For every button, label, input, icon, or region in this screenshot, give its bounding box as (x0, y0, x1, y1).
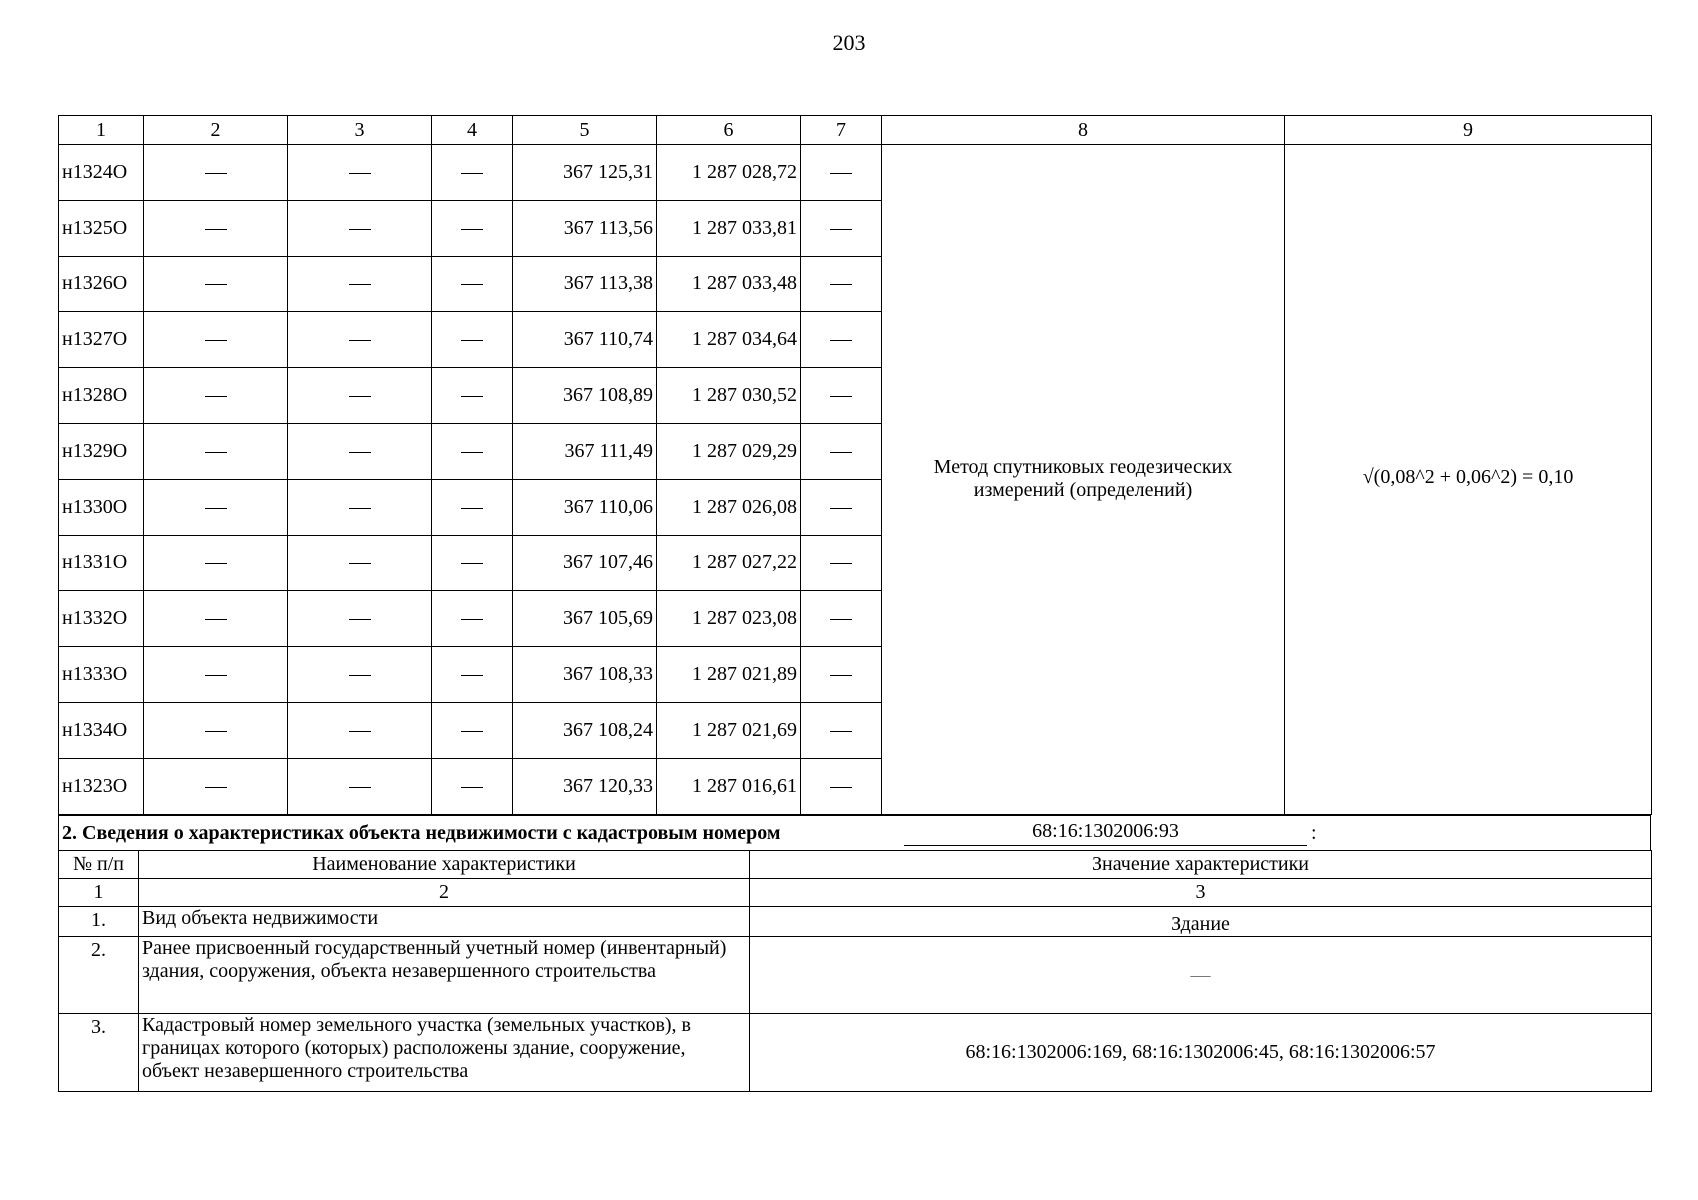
dash-mark (349, 396, 371, 397)
coordinate-x: 367 113,38 (513, 256, 657, 312)
empty-dash-cell (288, 535, 432, 591)
empty-dash-cell (288, 423, 432, 479)
dash-mark (830, 340, 852, 341)
empty-dash-cell (801, 145, 882, 201)
dash-mark (205, 619, 227, 620)
empty-dash-cell (288, 145, 432, 201)
coordinate-y: 1 287 029,29 (657, 423, 801, 479)
column-number: 1 (59, 879, 139, 907)
column-header: 2 (144, 116, 288, 145)
empty-dash-cell (288, 256, 432, 312)
point-id: н1328О (59, 368, 144, 424)
characteristics-column-numbers-row (59, 879, 1652, 907)
point-id: н1334О (59, 702, 144, 758)
coordinate-y: 1 287 021,89 (657, 647, 801, 703)
dash-mark (349, 787, 371, 788)
empty-dash-cell (432, 423, 513, 479)
characteristic-name: Кадастровый номер земельного участка (земельных участков), в границах которого (которых) расположены здание, сооружение, объект незавершенного строительства (139, 1014, 750, 1092)
empty-dash-cell (432, 312, 513, 368)
characteristic-row (59, 1014, 1652, 1092)
point-id: н1332О (59, 591, 144, 647)
characteristic-row (59, 907, 1652, 937)
dash-mark (830, 284, 852, 285)
dash-mark (205, 173, 227, 174)
page-number: 203 (832, 30, 866, 55)
empty-dash-cell (288, 368, 432, 424)
dash-mark (349, 731, 371, 732)
empty-dash-cell (801, 647, 882, 703)
empty-dash-cell (432, 591, 513, 647)
empty-dash-cell (432, 145, 513, 201)
column-header: 5 (513, 116, 657, 145)
column-header: 4 (432, 116, 513, 145)
coordinate-x: 367 108,24 (513, 702, 657, 758)
empty-dash-cell (432, 368, 513, 424)
row-number: 2. (59, 937, 139, 1014)
empty-dash-cell (801, 479, 882, 535)
coordinate-x: 367 125,31 (513, 145, 657, 201)
empty-dash-cell (801, 758, 882, 814)
dash-mark (830, 787, 852, 788)
empty-dash-cell (288, 479, 432, 535)
point-id: н1324О (59, 145, 144, 201)
empty-dash-cell (144, 591, 288, 647)
empty-dash-cell (801, 535, 882, 591)
coordinate-x: 367 110,74 (513, 312, 657, 368)
empty-dash-cell (801, 702, 882, 758)
section-2-heading-table (58, 815, 1651, 851)
coordinate-y: 1 287 021,69 (657, 702, 801, 758)
empty-dash-cell (432, 200, 513, 256)
dash-mark (205, 452, 227, 453)
point-id: н1323О (59, 758, 144, 814)
empty-dash-cell (432, 758, 513, 814)
dash-mark (205, 229, 227, 230)
dash-mark (461, 675, 483, 676)
characteristics-header-row (59, 851, 1652, 879)
dash-mark (349, 619, 371, 620)
empty-dash-cell (288, 647, 432, 703)
dash-mark (349, 229, 371, 230)
dash-mark (830, 229, 852, 230)
dash-mark (461, 340, 483, 341)
empty-dash-cell (288, 200, 432, 256)
dash-mark (830, 173, 852, 174)
dash-mark (349, 452, 371, 453)
point-id: н1333О (59, 647, 144, 703)
coordinate-x: 367 113,56 (513, 200, 657, 256)
dash-mark (461, 508, 483, 509)
empty-dash-cell (288, 312, 432, 368)
coordinate-x: 367 108,89 (513, 368, 657, 424)
point-id: н1325О (59, 200, 144, 256)
column-header: 9 (1285, 116, 1652, 145)
coordinate-row (59, 145, 1652, 201)
characteristic-name: Ранее присвоенный государственный учетный номер (инвентарный) здания, сооружения, объекта незавершенного строительства (139, 937, 750, 1014)
empty-dash-cell (144, 145, 288, 201)
point-id: н1331О (59, 535, 144, 591)
characteristic-value: — (750, 937, 1652, 1014)
column-header: 3 (288, 116, 432, 145)
coordinate-y: 1 287 026,08 (657, 479, 801, 535)
empty-dash-cell (801, 200, 882, 256)
empty-dash-cell (288, 591, 432, 647)
title-colon: : (1311, 821, 1317, 844)
coordinates-table (58, 115, 1652, 815)
empty-dash-cell (144, 423, 288, 479)
empty-dash-cell (801, 368, 882, 424)
dash-mark (349, 173, 371, 174)
column-header: 7 (801, 116, 882, 145)
coordinate-x: 367 110,06 (513, 479, 657, 535)
section-2-title-cell (59, 816, 1651, 851)
coordinate-x: 367 108,33 (513, 647, 657, 703)
method-cell: Метод спутниковых геодезических измерений (определений) (882, 145, 1285, 815)
dash-mark (461, 396, 483, 397)
dash-mark (461, 173, 483, 174)
dash-mark (205, 731, 227, 732)
empty-dash-cell (144, 702, 288, 758)
point-id: н1329О (59, 423, 144, 479)
row-number: 3. (59, 1014, 139, 1092)
empty-dash-cell (432, 479, 513, 535)
empty-dash-cell (144, 312, 288, 368)
coordinate-y: 1 287 034,64 (657, 312, 801, 368)
dash-mark (205, 340, 227, 341)
dash-mark (349, 508, 371, 509)
accuracy-cell: √(0,08^2 + 0,06^2) = 0,10 (1285, 145, 1652, 815)
dash-mark (349, 563, 371, 564)
column-header: 6 (657, 116, 801, 145)
characteristics-table (58, 850, 1652, 1092)
coordinate-y: 1 287 027,22 (657, 535, 801, 591)
empty-dash-cell (288, 702, 432, 758)
column-number: 2 (139, 879, 750, 907)
empty-dash-cell (144, 200, 288, 256)
point-id: н1327О (59, 312, 144, 368)
dash-mark (461, 563, 483, 564)
dash-mark (349, 675, 371, 676)
dash-mark (461, 619, 483, 620)
cadastral-number: 68:16:1302006:93 (904, 820, 1307, 846)
dash-mark (830, 619, 852, 620)
section-2-title: 2. Сведения о характеристиках объекта недвижимости с кадастровым номером (62, 821, 781, 844)
dash-mark (205, 396, 227, 397)
empty-dash-cell (801, 256, 882, 312)
characteristic-value: 68:16:1302006:169, 68:16:1302006:45, 68:16:1302006:57 (750, 1014, 1652, 1092)
dash-mark (205, 508, 227, 509)
characteristic-value: Здание (750, 907, 1652, 937)
dash-mark (461, 731, 483, 732)
empty-dash-cell (144, 758, 288, 814)
point-id: н1326О (59, 256, 144, 312)
empty-dash-cell (432, 647, 513, 703)
dash-mark (830, 508, 852, 509)
dash-mark (205, 787, 227, 788)
dash-mark (205, 284, 227, 285)
empty-dash-cell (144, 479, 288, 535)
coordinate-y: 1 287 030,52 (657, 368, 801, 424)
empty-dash-cell (288, 758, 432, 814)
empty-dash-cell (144, 647, 288, 703)
dash-mark (830, 731, 852, 732)
dash-mark (349, 340, 371, 341)
dash-mark (349, 284, 371, 285)
coordinates-header-row (59, 116, 1652, 145)
empty-dash-cell (432, 535, 513, 591)
dash-mark (461, 229, 483, 230)
dash-mark (461, 284, 483, 285)
dash-mark (830, 563, 852, 564)
column-header: 8 (882, 116, 1285, 145)
coordinate-x: 367 111,49 (513, 423, 657, 479)
column-header: Значение характеристики (750, 851, 1652, 879)
empty-dash-cell (801, 423, 882, 479)
coordinate-x: 367 120,33 (513, 758, 657, 814)
characteristic-name: Вид объекта недвижимости (139, 907, 750, 937)
coordinate-y: 1 287 028,72 (657, 145, 801, 201)
empty-dash-cell (801, 591, 882, 647)
dash-mark (461, 452, 483, 453)
empty-dash-cell (432, 256, 513, 312)
empty-dash-cell (144, 535, 288, 591)
column-header: Наименование характеристики (139, 851, 750, 879)
column-number: 3 (750, 879, 1652, 907)
coordinate-y: 1 287 023,08 (657, 591, 801, 647)
empty-dash-cell (801, 312, 882, 368)
dash-mark (830, 396, 852, 397)
coordinate-y: 1 287 033,81 (657, 200, 801, 256)
coordinate-x: 367 105,69 (513, 591, 657, 647)
point-id: н1330О (59, 479, 144, 535)
characteristic-row (59, 937, 1652, 1014)
dash-mark (830, 452, 852, 453)
coordinate-y: 1 287 016,61 (657, 758, 801, 814)
dash-mark (830, 675, 852, 676)
coordinate-x: 367 107,46 (513, 535, 657, 591)
dash-mark (461, 787, 483, 788)
coordinate-y: 1 287 033,48 (657, 256, 801, 312)
empty-dash-cell (432, 702, 513, 758)
dash-mark (205, 675, 227, 676)
dash-mark (205, 563, 227, 564)
empty-dash-cell (144, 368, 288, 424)
column-header: № п/п (59, 851, 139, 879)
row-number: 1. (59, 907, 139, 937)
empty-dash-cell (144, 256, 288, 312)
column-header: 1 (59, 116, 144, 145)
